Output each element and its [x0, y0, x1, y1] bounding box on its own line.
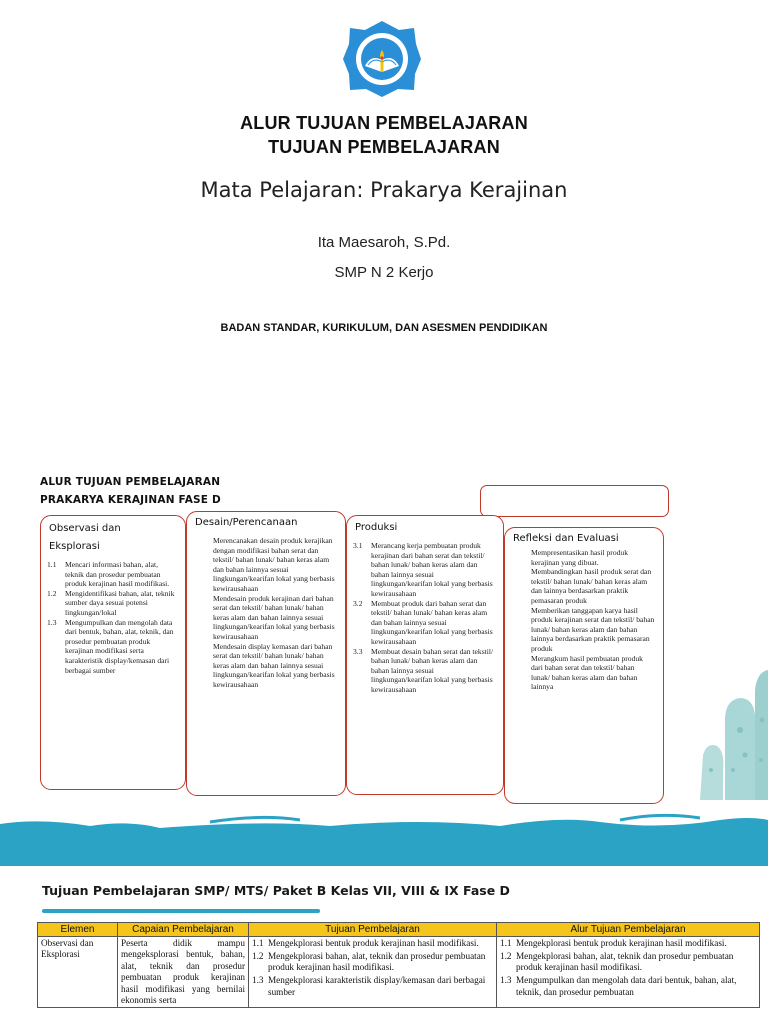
list-item: [47, 589, 175, 618]
item-text: Mengumpulkan dan mengolah data dari bentuk, bahan, alat, teknik, dan prosedur pembuatan produk kerajinan modifikasi serta karakteristik display/kemasan dari berbagai sumber: [65, 617, 174, 675]
list-item: [213, 642, 337, 690]
item-number: 3.1: [353, 541, 363, 550]
cell-tujuan: [249, 937, 497, 1008]
cell-alur: [497, 937, 760, 1008]
item-number: 1.2: [252, 950, 264, 961]
item-number: 1.1: [252, 938, 264, 948]
column-header-alur: Alur Tujuan Pembelajaran: [497, 923, 760, 937]
flow-heading-line2: PRAKARYA KERAJINAN FASE D: [40, 494, 221, 506]
cover-title-line1: ALUR TUJUAN PEMBELAJARAN: [240, 113, 528, 133]
item-text: Mengekplorasi bentuk produk kerajinan hasil modifikasi.: [516, 938, 727, 948]
item-text: Membuat desain bahan serat dan tekstil/ bahan lunak/ bahan keras alam dan bahan lainnya sesuai lingkungan/kearifan lokal yang berbasis kewirausahaan: [371, 646, 494, 694]
item-text: Mencari informasi bahan, alat, teknik dan prosedur pembuatan produk kerajinan hasil modifikasi.: [65, 560, 170, 589]
list-item: [213, 536, 337, 594]
column-title: Observasi dan Eksplorasi: [49, 523, 121, 552]
item-text: Merangkum hasil pembuatan produk dari bahan serat dan tekstil/ bahan lunak/ bahan keras alam dan bahan lainnya: [531, 653, 643, 692]
table-section-title: Tujuan Pembelajaran SMP/ MTS/ Paket B Kelas VII, VIII & IX Fase D: [42, 883, 510, 898]
table-row: [38, 937, 760, 1008]
list-item: [353, 541, 495, 599]
column-title: Refleksi dan Evaluasi: [513, 533, 619, 544]
item-text: Memberikan tanggapan karya hasil produk kerajinan serat dan tekstil/ bahan lunak/ bahan keras alam dan bahan lainnya berdasarkan praktik pemasaran produk: [531, 605, 655, 653]
list-item: [252, 951, 493, 974]
flow-column-desain: [186, 511, 346, 796]
column-title: Produksi: [355, 522, 398, 533]
kemendikbud-logo: [341, 18, 423, 100]
item-text: Mendesain produk kerajinan dari bahan serat dan tekstil/ bahan lunak/ bahan keras alam dan bahan lainnya sesuai lingkungan/kearifan lokal yang berbasis kewirausahaan: [213, 593, 335, 641]
column-item-list: [187, 534, 345, 690]
list-item: [47, 618, 175, 676]
author-name: Ita Maesaroh, S.Pd.: [317, 234, 451, 251]
item-number: 1.2: [500, 950, 512, 961]
svg-text:TUT WURI HANDAYANI: TUT WURI HANDAYANI: [357, 32, 407, 56]
item-number: 3.2: [353, 598, 363, 608]
list-item: [531, 606, 655, 654]
column-item-list: [347, 539, 503, 695]
column-header-elemen: Elemen: [38, 923, 118, 937]
list-item: [500, 975, 756, 998]
tujuan-list: [252, 938, 493, 998]
subject-title: Mata Pelajaran: Prakarya Kerajinan: [200, 178, 568, 202]
list-item: [500, 951, 756, 974]
item-text: Mendesain display kemasan dari bahan serat dan tekstil/ bahan lunak/ bahan keras alam dan bahan lainnya sesuai lingkungan/kearifan lokal yang berbasis kewirausahaan: [213, 641, 335, 689]
column-header-capaian: Capaian Pembelajaran: [118, 923, 249, 937]
list-item: [47, 560, 175, 589]
list-item: [213, 594, 337, 642]
flow-column-observasi: [40, 515, 186, 790]
list-item: [353, 599, 495, 647]
table-header-row: [38, 923, 760, 937]
column-title: Desain/Perencanaan: [195, 517, 298, 528]
coral-icon: [695, 660, 768, 800]
flow-heading-line1: ALUR TUJUAN PEMBELAJARAN: [40, 476, 221, 488]
column-item-list: [505, 548, 663, 692]
list-item: [531, 567, 655, 605]
wave-decoration: [0, 790, 768, 870]
item-text: Merancang kerja pembuatan produk kerajinan dari bahan serat dan tekstil/ bahan lunak/ bahan keras alam dan bahan lainnya sesuai lingkungan/kearifan lokal yang berbasis kewirausahaan: [371, 541, 493, 598]
item-number: 1.3: [47, 617, 57, 627]
cover-title-line2: TUJUAN PEMBELAJARAN: [268, 137, 500, 157]
item-number: 1.1: [47, 560, 57, 569]
item-text: Mengekplorasi bahan, alat, teknik dan prosedur pembuatan produk kerajinan hasil modifikasi.: [268, 950, 486, 973]
learning-objectives-table: [37, 922, 760, 1008]
item-number: 3.3: [353, 646, 363, 656]
item-text: Membandingkan hasil produk serat dan tekstil/ bahan lunak/ bahan keras alam dan lainnya berdasarkan praktik pemasaran produk: [531, 567, 652, 605]
wave-icon: [0, 790, 768, 870]
list-item: [353, 647, 495, 695]
list-item: [500, 938, 756, 949]
list-item: [252, 975, 493, 998]
item-number: 1.3: [252, 975, 264, 986]
flow-column-refleksi: [504, 527, 664, 804]
item-text: Mengekplorasi karakteristik display/kemasan dari berbagai sumber: [268, 975, 486, 997]
agency-name: BADAN STANDAR, KURIKULUM, DAN ASESMEN PENDIDIKAN: [220, 322, 548, 334]
item-number: 1.1: [500, 938, 512, 948]
flow-column-produksi: [346, 515, 504, 795]
coral-decoration: [695, 660, 768, 800]
item-text: Mempresentasikan hasil produk kerajinan yang dibuat.: [531, 548, 629, 567]
item-text: Membuat produk dari bahan serat dan tekstil/ bahan lunak/ bahan keras alam dan bahan lainnya sesuai lingkungan/kearifan lokal yang berbasis kewirausahaan: [371, 598, 493, 646]
column-header-tujuan: Tujuan Pembelajaran: [249, 923, 497, 937]
list-item: [531, 654, 655, 692]
list-item: [252, 938, 493, 949]
item-text: Mengekplorasi bentuk produk kerajinan hasil modifikasi.: [268, 938, 479, 948]
cell-capaian: Peserta didik mampu mengeksplorasi bentuk, bahan, alat, teknik dan prosedur pembuatan produk kerajinan hasil modifikasi yang bernilai ekonomis serta: [118, 937, 249, 1008]
item-number: 1.3: [500, 975, 512, 986]
column-item-list: [41, 558, 185, 675]
item-text: Merencanakan desain produk kerajikan dengan modifikasi bahan serat dan tekstil/ bahan lunak/ bahan keras alam dan bahan lainnya sesuai lingkungan/kearifan lokal yang berbasis kewirausahaan: [213, 536, 335, 593]
item-text: Mengekplorasi bahan, alat, teknik dan prosedur pembuatan produk kerajinan hasil modifikasi.: [516, 950, 734, 973]
cell-elemen: Observasi dan Eksplorasi: [38, 937, 118, 1008]
item-text: Mengidentifikasi bahan, alat, teknik sumber daya sesuai potensi lingkungan/lokal: [65, 588, 175, 617]
item-number: 1.2: [47, 588, 57, 598]
empty-label-box: [480, 485, 669, 517]
title-underline: [42, 909, 320, 913]
item-text: Mengumpulkan dan mengolah data dari bentuk, bahan, alat, teknik, dan prosedur pembuatan: [516, 975, 737, 997]
school-name: SMP N 2 Kerjo: [334, 264, 434, 281]
alur-list: [500, 938, 756, 998]
tut-wuri-handayani-emblem-icon: [341, 18, 423, 100]
list-item: [531, 548, 655, 567]
